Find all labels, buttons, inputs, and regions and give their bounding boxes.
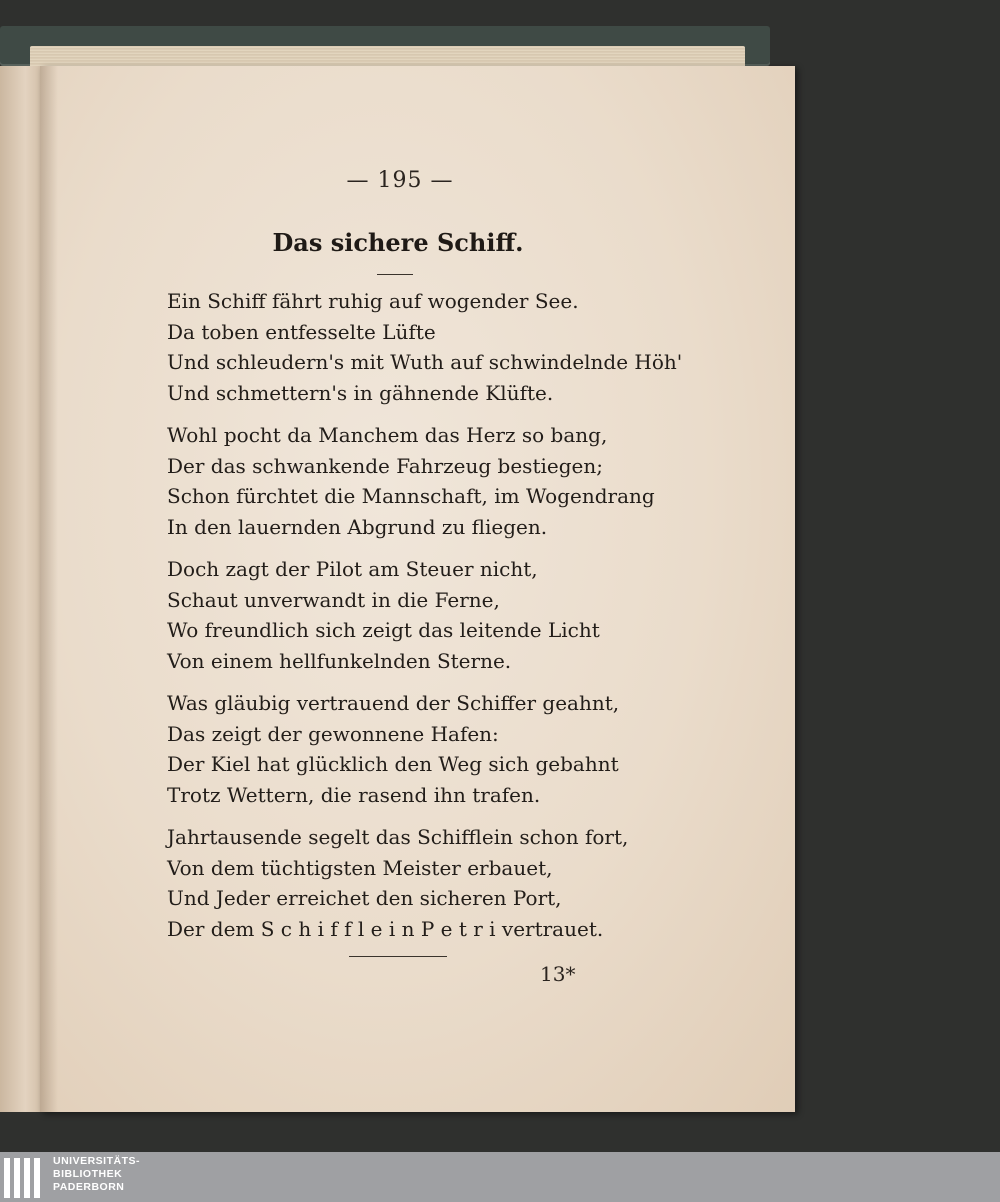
poem-line: Der Kiel hat glücklich den Weg sich gebahnt	[167, 752, 619, 776]
poem-line: Da toben entfesselte Lüfte	[167, 319, 436, 344]
end-rule	[349, 956, 447, 957]
poem-line: Trotz Wettern, die rasend ihn trafen.	[167, 782, 541, 807]
poem-line: Schon fürchtet die Mannschaft, im Wogendrang	[167, 484, 655, 508]
poem-line: Wo freundlich sich zeigt das leitende Licht	[167, 618, 600, 642]
poem-line: Das zeigt der gewonnene Hafen:	[167, 721, 499, 746]
poem-line: Doch zagt der Pilot am Steuer nicht,	[167, 557, 538, 581]
poem-title: Das sichere Schiff.	[272, 228, 524, 257]
poem-line: Der dem S c h i f f l e i n P e t r i vertrauet.	[167, 916, 604, 941]
library-name-line: UNIVERSITÄTS-	[53, 1155, 141, 1167]
poem-line: Und schleudern's mit Wuth auf schwindelnde Höh'	[167, 350, 683, 374]
signature-mark: 13*	[540, 962, 576, 986]
library-footer	[0, 1152, 1000, 1202]
page-number: — 195 —	[346, 168, 454, 193]
poem-line: Von einem hellfunkelnden Sterne.	[167, 648, 512, 673]
page-edges	[30, 46, 745, 68]
left-page	[0, 66, 44, 1112]
stanza-1	[167, 286, 683, 408]
stanza-2	[167, 420, 655, 542]
poem-line: Wohl pocht da Manchem das Herz so bang,	[167, 423, 608, 447]
library-name-line: PADERBORN	[53, 1181, 125, 1193]
poem-line: Und schmettern's in gähnende Klüfte.	[167, 380, 554, 405]
poem-line: Was gläubig vertrauend der Schiffer geahnt,	[167, 691, 620, 715]
stanza-5	[167, 822, 637, 944]
poem-line: Der das schwankende Fahrzeug bestiegen;	[167, 453, 603, 478]
poem-line: Jahrtausende segelt das Schifflein schon fort,	[167, 825, 629, 849]
poem-line: In den lauernden Abgrund zu fliegen.	[167, 514, 548, 539]
library-name-line: BIBLIOTHEK	[53, 1168, 123, 1180]
poem-line: Von dem tüchtigsten Meister erbauet,	[167, 855, 553, 880]
stanza-4	[167, 688, 637, 810]
title-rule	[377, 274, 413, 275]
stanza-3	[167, 554, 637, 676]
poem-body	[167, 286, 683, 956]
library-logo-icon	[0, 1152, 50, 1202]
library-name	[53, 1155, 140, 1194]
poem-line: Ein Schiff fährt ruhig auf wogender See.	[167, 289, 579, 313]
poem-line: Und Jeder erreichet den sicheren Port,	[167, 886, 562, 910]
spine-shadow	[40, 66, 58, 1112]
poem-line: Schaut unverwandt in die Ferne,	[167, 587, 500, 612]
